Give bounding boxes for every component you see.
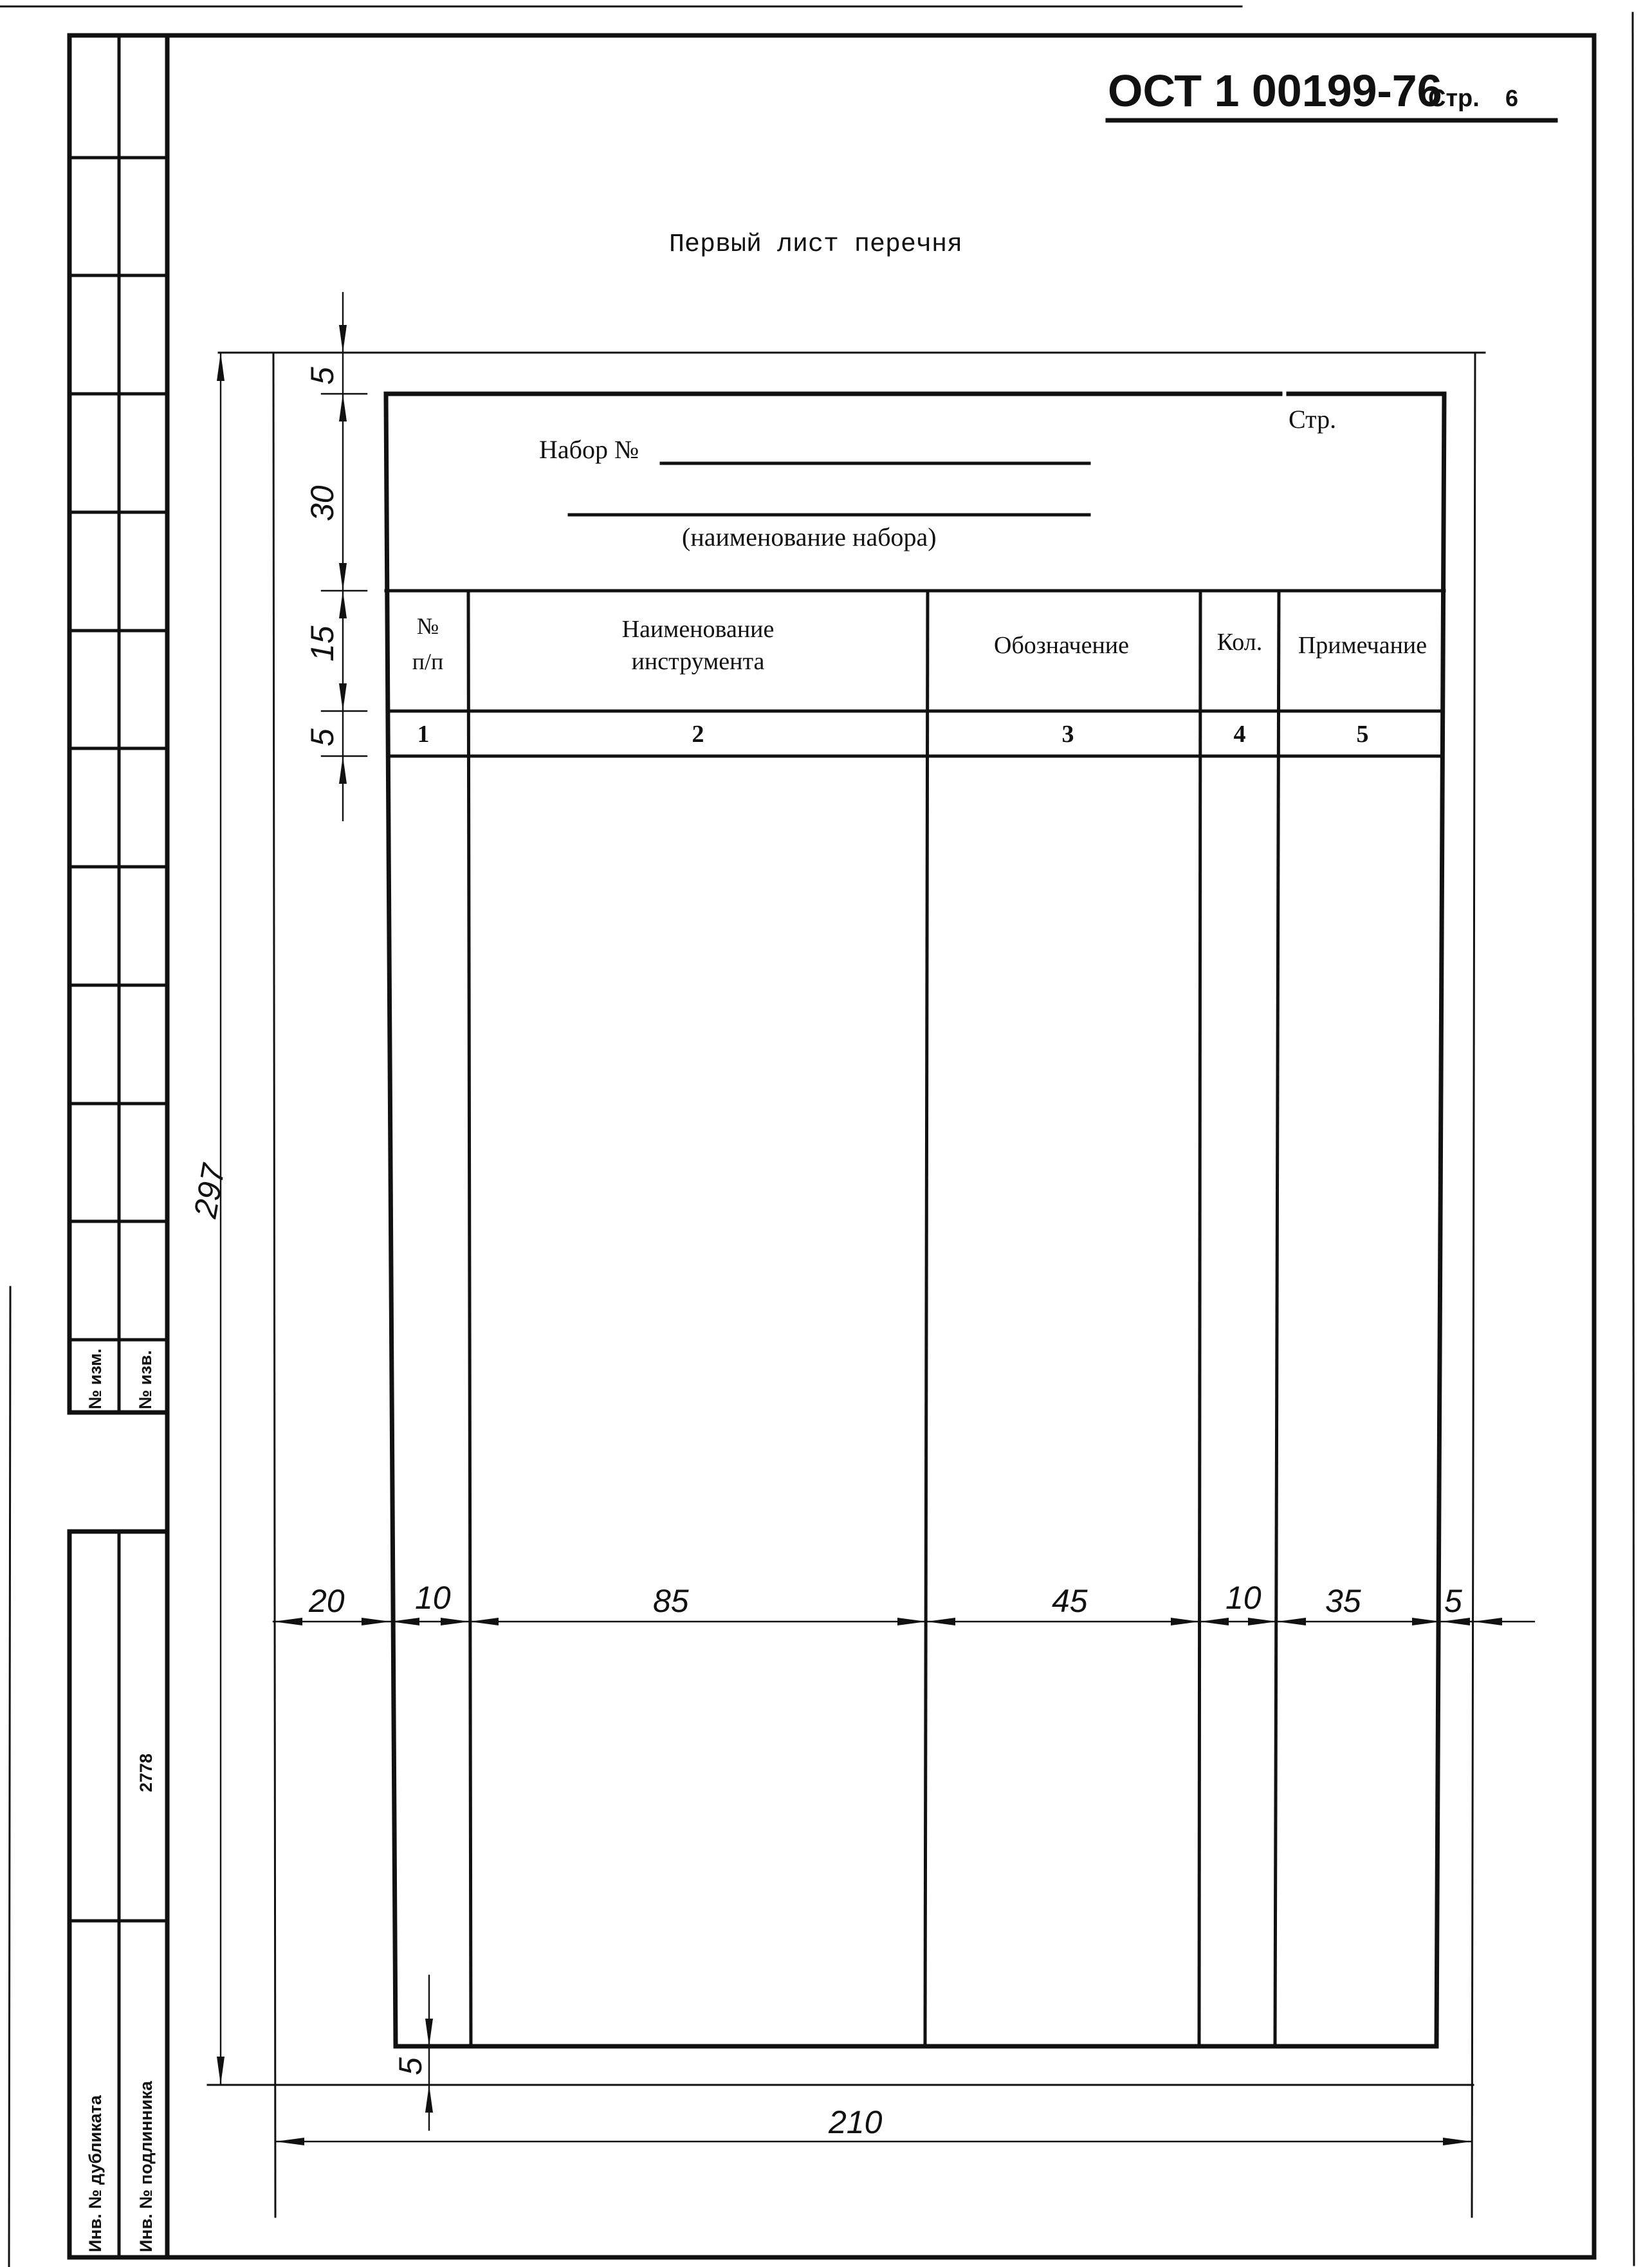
dim-header-block: 30 — [304, 485, 340, 521]
document-header — [1108, 66, 1556, 120]
column-headers — [412, 613, 1427, 675]
sheet-width-dimension — [275, 2104, 1472, 2145]
col-5-header: Примечание — [1298, 632, 1427, 659]
column-numbers — [418, 721, 1369, 748]
sheet-height-dimension — [187, 353, 232, 2085]
sidebar-notice-no: № изв. — [136, 1350, 155, 1409]
col-5-number: 5 — [1356, 721, 1369, 748]
dim-col-5: 35 — [1325, 1583, 1361, 1619]
sheet-outline — [208, 353, 1485, 2217]
col-2-number: 2 — [692, 721, 704, 748]
form-header-texts — [539, 405, 1336, 551]
dim-bottom-margin: 5 — [392, 2057, 428, 2075]
header-page-number: 6 — [1505, 85, 1519, 111]
page-title: Первый лист перечня — [669, 230, 963, 259]
sidebar-grid — [69, 35, 167, 2257]
col-3-number: 3 — [1061, 721, 1074, 748]
col-1-header-l1: № — [416, 613, 439, 639]
dim-left-margin: 20 — [309, 1583, 345, 1619]
col-4-number: 4 — [1233, 721, 1246, 748]
dim-col-3: 45 — [1052, 1583, 1088, 1619]
dim-number-row: 5 — [304, 728, 340, 746]
dim-col-2: 85 — [653, 1583, 689, 1619]
sidebar-duplicate-inv: Инв. № дубликата — [86, 2095, 105, 2252]
sidebar-change-no: № изм. — [86, 1348, 105, 1409]
vertical-dimension-chain — [304, 293, 367, 820]
form-frame — [386, 394, 1444, 2046]
dim-column-header: 15 — [304, 625, 340, 662]
dim-sheet-height: 297 — [187, 1161, 232, 1221]
col-4-header: Кол. — [1216, 629, 1263, 656]
page-frame — [0, 6, 1634, 2267]
header-page-label: Стр. — [1428, 85, 1480, 112]
horizontal-dimension-chain — [273, 1580, 1534, 1625]
col-2-header-l2: инструмента — [631, 648, 765, 675]
form-page-label: Стр. — [1289, 405, 1337, 434]
col-3-header: Обозначение — [994, 632, 1129, 659]
dim-col-4: 10 — [1225, 1580, 1262, 1616]
dim-right-margin: 5 — [1444, 1583, 1462, 1619]
col-1-number: 1 — [417, 721, 430, 748]
set-name-caption: (наименование набора) — [682, 523, 937, 551]
dim-col-1: 10 — [415, 1580, 451, 1616]
dim-top-margin: 5 — [304, 367, 340, 385]
col-1-header-l2: п/п — [412, 649, 444, 674]
col-2-header-l1: Наименование — [621, 616, 775, 643]
doc-code: ОСТ 1 00199-76 — [1108, 66, 1442, 116]
bottom-margin-dimension — [392, 1976, 433, 2130]
dim-sheet-width: 210 — [829, 2104, 883, 2140]
sidebar-inventory-no: 2778 — [136, 1753, 156, 1792]
sidebar-original-inv: Инв. № подлинника — [136, 2081, 156, 2252]
set-number-label: Набор № — [539, 435, 639, 464]
